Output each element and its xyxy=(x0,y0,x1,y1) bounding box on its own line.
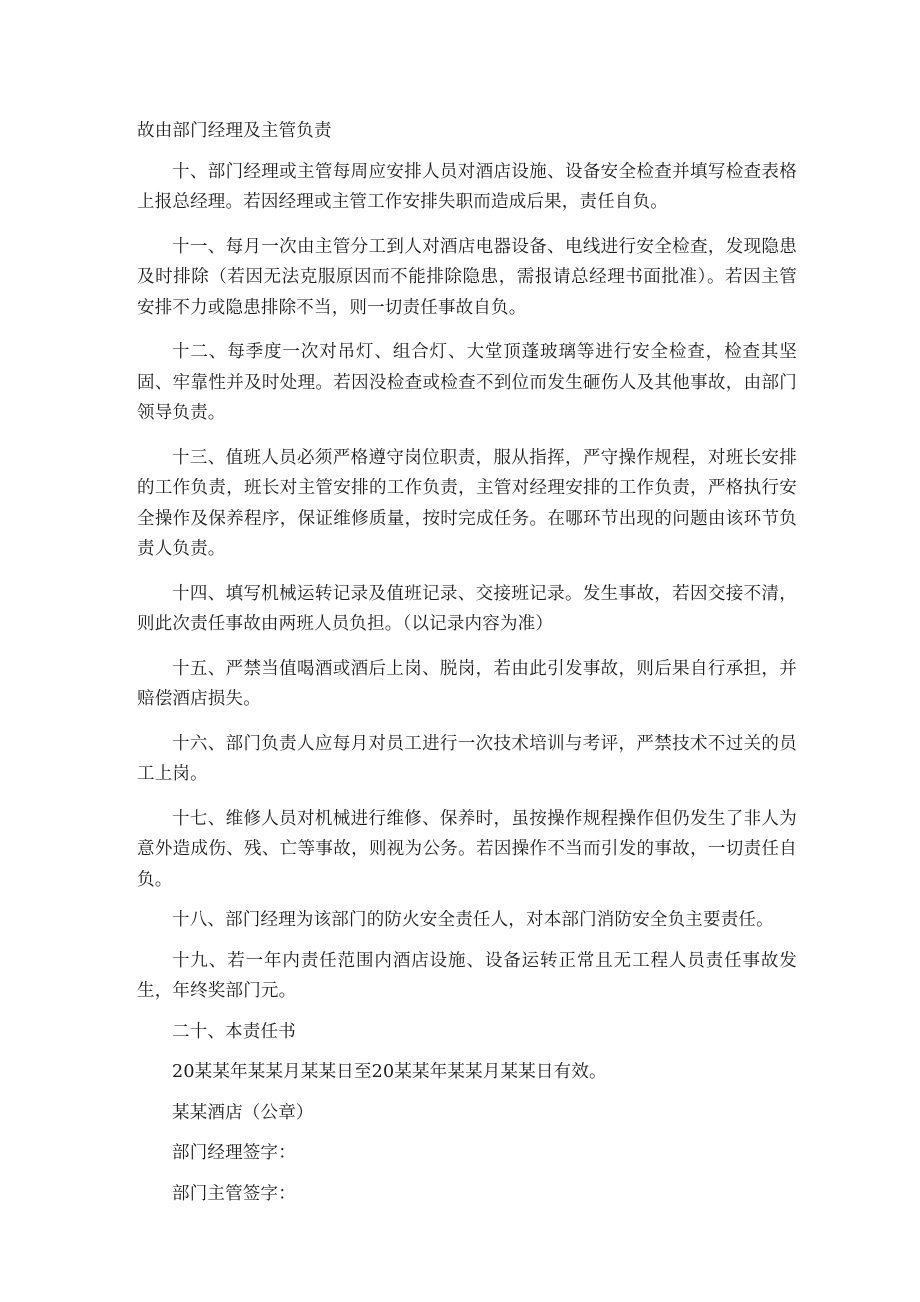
clause-10: 十、部门经理或主管每周应安排人员对酒店设施、设备安全检查并填写检查表格上报总经理。若因经理或主管工作安排失职而造成后果，责任自负。 xyxy=(137,161,797,212)
clause-15: 十五、严禁当值喝酒或酒后上岗、脱岗，若由此引发事故，则后果自行承担，并赔偿酒店损失。 xyxy=(137,658,797,709)
supervisor-signature-line: 部门主管签字： xyxy=(172,1183,296,1204)
clause-18: 十八、部门经理为该部门的防火安全责任人，对本部门消防安全负主要责任。 xyxy=(172,910,774,930)
clause-19: 十九、若一年内责任范围内酒店设施、设备运转正常且无工程人员责任事故发生，年终奖部门元。 xyxy=(137,950,797,1001)
clause-14: 十四、填写机械运转记录及值班记录、交接班记录。发生事故，若因交接不清，则此次责任事故由两班人员负担。（以记录内容为准） xyxy=(137,583,797,634)
clause-11: 十一、每月一次由主管分工到人对酒店电器设备、电线进行安全检查，发现隐患及时排除（若因无法克服原因而不能排除隐患，需报请总经理书面批准）。若因主管安排不力或隐患排除不当，则一切责任事故自负。 xyxy=(137,236,797,318)
clause-12: 十二、每季度一次对吊灯、组合灯、大堂顶蓬玻璃等进行安全检查，检查其坚固、牢靠性并及时处理。若因没检查或检查不到位而发生砸伤人及其他事故，由部门领导负责。 xyxy=(137,342,797,423)
manager-signature-line: 部门经理签字： xyxy=(172,1143,296,1163)
document-body xyxy=(137,116,797,1219)
clause-20: 二十、本责任书 xyxy=(172,1021,296,1042)
validity-period: 20某某年某某月某某日至20某某年某某月某某日有效。 xyxy=(172,1062,607,1082)
clause-16: 十六、部门负责人应每月对员工进行一次技术培训与考评，严禁技术不过关的员工上岗。 xyxy=(137,733,797,784)
clause-13: 十三、值班人员必须严格遵守岗位职责，服从指挥，严守操作规程，对班长安排的工作负责，班长对主管安排的工作负责，主管对经理安排的工作负责，严格执行安全操作及保养程序，保证维修质量，按时完成任务。在哪环节出现的问题由该环节负责人负责。 xyxy=(137,447,797,559)
hotel-seal: 某某酒店（公章） xyxy=(172,1102,314,1123)
clause-17: 十七、维修人员对机械进行维修、保养时，虽按操作规程操作但仍发生了非人为意外造成伤、残、亡等事故，则视为公务。若因操作不当而引发的事故，一切责任自负。 xyxy=(137,808,797,890)
paragraph-intro: 故由部门经理及主管负责 xyxy=(137,121,332,141)
